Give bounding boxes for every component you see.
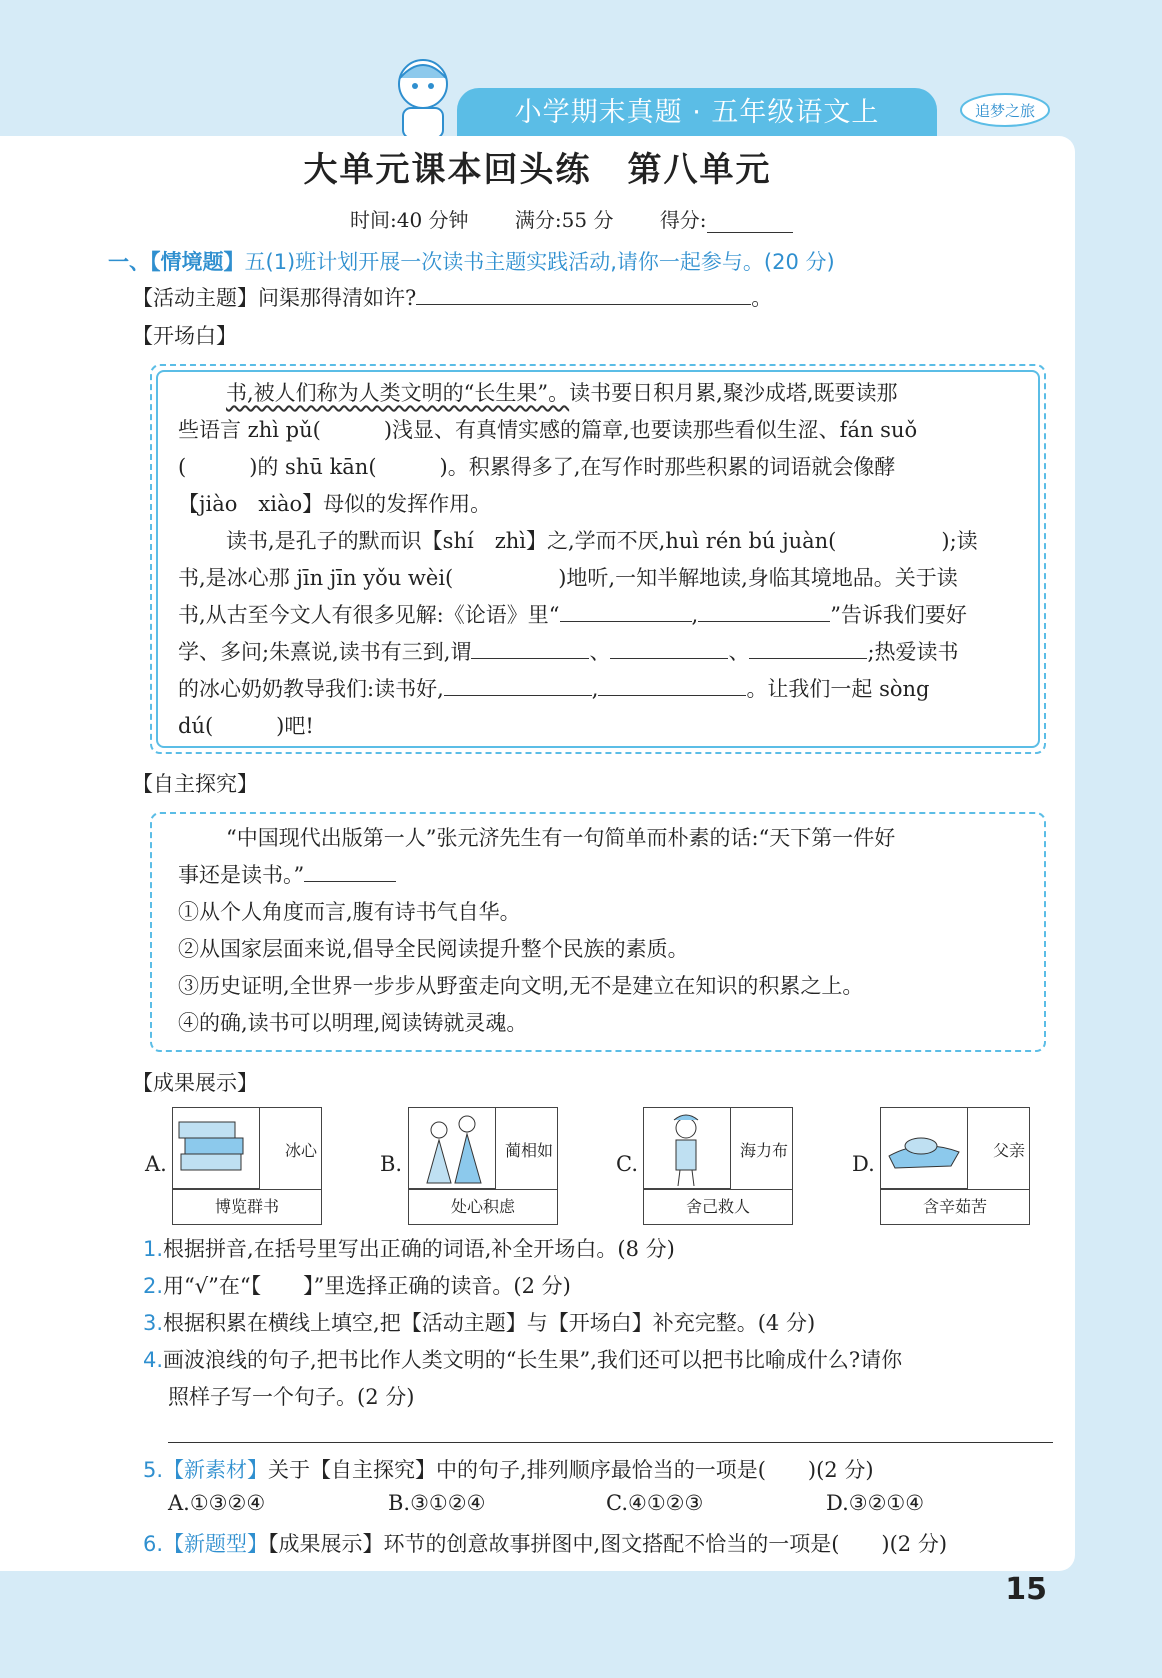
activity-theme: 【活动主题】问渠那得清如许? 。 <box>132 286 773 310</box>
explore-paragraph: “中国现代出版第一人”张元济先生有一句简单而朴素的话:“天下第一件好 事还是读书。” ①从个人角度而言,腹有诗书气自华。 ②从国家层面来说,倡导全民阅读提升整个民族的素质。 ③历史证明,全世界一步步从野蛮走向文明,无不是建立在知识的积累之上。 ④的确,读书可以明理,阅读铸就灵魂。 <box>178 826 896 1035</box>
time-label: 时间:40 分钟 <box>350 208 469 232</box>
section-1-heading <box>108 246 835 276</box>
card-c-letter: C. <box>616 1152 638 1176</box>
option-b[interactable]: B.③①②④ <box>388 1491 486 1515</box>
question-5-options <box>168 1491 924 1515</box>
zhuxi-blank-2[interactable] <box>610 638 728 659</box>
wavy-sentence: 书,被人们称为人类文明的“长生果”。 <box>226 381 570 405</box>
bingxin-blank-2[interactable] <box>598 675 746 696</box>
question-4-answer-line[interactable] <box>168 1442 1053 1443</box>
opening-paragraph: 书,被人们称为人类文明的“长生果”。读书要日积月累,聚沙成塔,既要读那 些语言 zhì pǔ( )浅显、有真情实感的篇章,也要读那些看似生涩、fán suǒ ( )的 shū kān( )。积累得多了,在写作时那些积累的词语就会像酵 【jiào xiào】母似的发挥作用。 读书,是孔子的默而识【shí zhì】之,学而不厌,huì rén bú juàn( );读 书,是冰心那 jīn jīn yǒu wèi( )地听,一知半解地读,身临其境地品。关于读 书,从古至今文人有很多见解:《论语》里“ , ”告诉我们要好 学、多问;朱熹说,读书有三到,谓 、 、 ;热爱读书 的冰心奶奶教导我们:读书好, , 。让我们一起 sòng dú( )吧! <box>178 381 978 738</box>
option-a[interactable]: A.①③②④ <box>168 1491 266 1515</box>
zhuxi-blank-3[interactable] <box>749 638 867 659</box>
results-label: 【成果展示】 <box>132 1071 258 1095</box>
brand-logo <box>955 82 1055 132</box>
option-d[interactable]: D.③②①④ <box>826 1491 925 1515</box>
puzzle-card-c[interactable]: 海力布 舍己救人 <box>643 1107 793 1225</box>
card-a-letter: A. <box>145 1152 167 1176</box>
question-4-cont: 照样子写一个句子。(2 分) <box>168 1385 415 1409</box>
logo-text: 追梦之旅 <box>974 102 1036 120</box>
books-icon <box>173 1108 260 1189</box>
card-b-letter: B. <box>380 1152 403 1176</box>
theme-text: 问渠那得清如许? <box>258 286 417 310</box>
section-1-label: 一、【情境题】 <box>108 250 245 274</box>
bingxin-blank-1[interactable] <box>444 675 592 696</box>
analects-blank-1[interactable] <box>560 601 692 622</box>
full-score-label: 满分:55 分 <box>514 208 614 232</box>
question-3: 3.根据积累在横线上填空,把【活动主题】与【开场白】补充完整。(4 分) <box>143 1311 816 1335</box>
question-4: 4.画波浪线的句子,把书比作人类文明的“长生果”,我们还可以把书比喻成什么?请你 <box>143 1348 903 1372</box>
figures-icon <box>409 1108 496 1189</box>
analects-blank-2[interactable] <box>698 601 830 622</box>
page-title: 大单元课本回头练 第八单元 <box>303 150 772 190</box>
option-c[interactable]: C.④①②③ <box>606 1491 704 1515</box>
page-number: 15 <box>1005 1572 1047 1607</box>
puzzle-card-a[interactable]: 冰心 博览群书 <box>172 1107 322 1225</box>
question-5: 5.【新素材】关于【自主探究】中的句子,排列顺序最恰当的一项是( )(2 分) <box>143 1458 874 1482</box>
question-1: 1.根据拼音,在括号里写出正确的词语,补全开场白。(8 分) <box>143 1237 675 1261</box>
puzzle-card-b[interactable]: 蔺相如 处心积虑 <box>408 1107 558 1225</box>
question-6: 6.【新题型】【成果展示】环节的创意故事拼图中,图文搭配不恰当的一项是( )(2 分) <box>143 1532 948 1556</box>
score-label: 得分: <box>659 208 707 232</box>
opening-label: 【开场白】 <box>132 324 237 348</box>
theme-label: 【活动主题】 <box>132 286 258 310</box>
bed-icon <box>881 1108 968 1189</box>
exam-meta <box>350 204 793 233</box>
mascot-illustration <box>378 52 468 144</box>
theme-blank[interactable] <box>416 284 751 305</box>
question-2: 2.用“√”在“【 】”里选择正确的读音。(2 分) <box>143 1274 571 1298</box>
score-blank[interactable] <box>707 214 793 233</box>
card-d-letter: D. <box>852 1152 875 1176</box>
section-1-text: 五(1)班计划开展一次读书主题实践活动,请你一起参与。(20 分) <box>244 250 835 274</box>
puzzle-card-d[interactable]: 父亲 含辛茹苦 <box>880 1107 1030 1225</box>
header-banner: 小学期末真题 · 五年级语文上 <box>457 88 937 138</box>
explore-label: 【自主探究】 <box>132 772 258 796</box>
zhuxi-blank-1[interactable] <box>471 638 589 659</box>
explore-blank[interactable] <box>304 861 396 882</box>
hunter-icon <box>644 1108 731 1189</box>
